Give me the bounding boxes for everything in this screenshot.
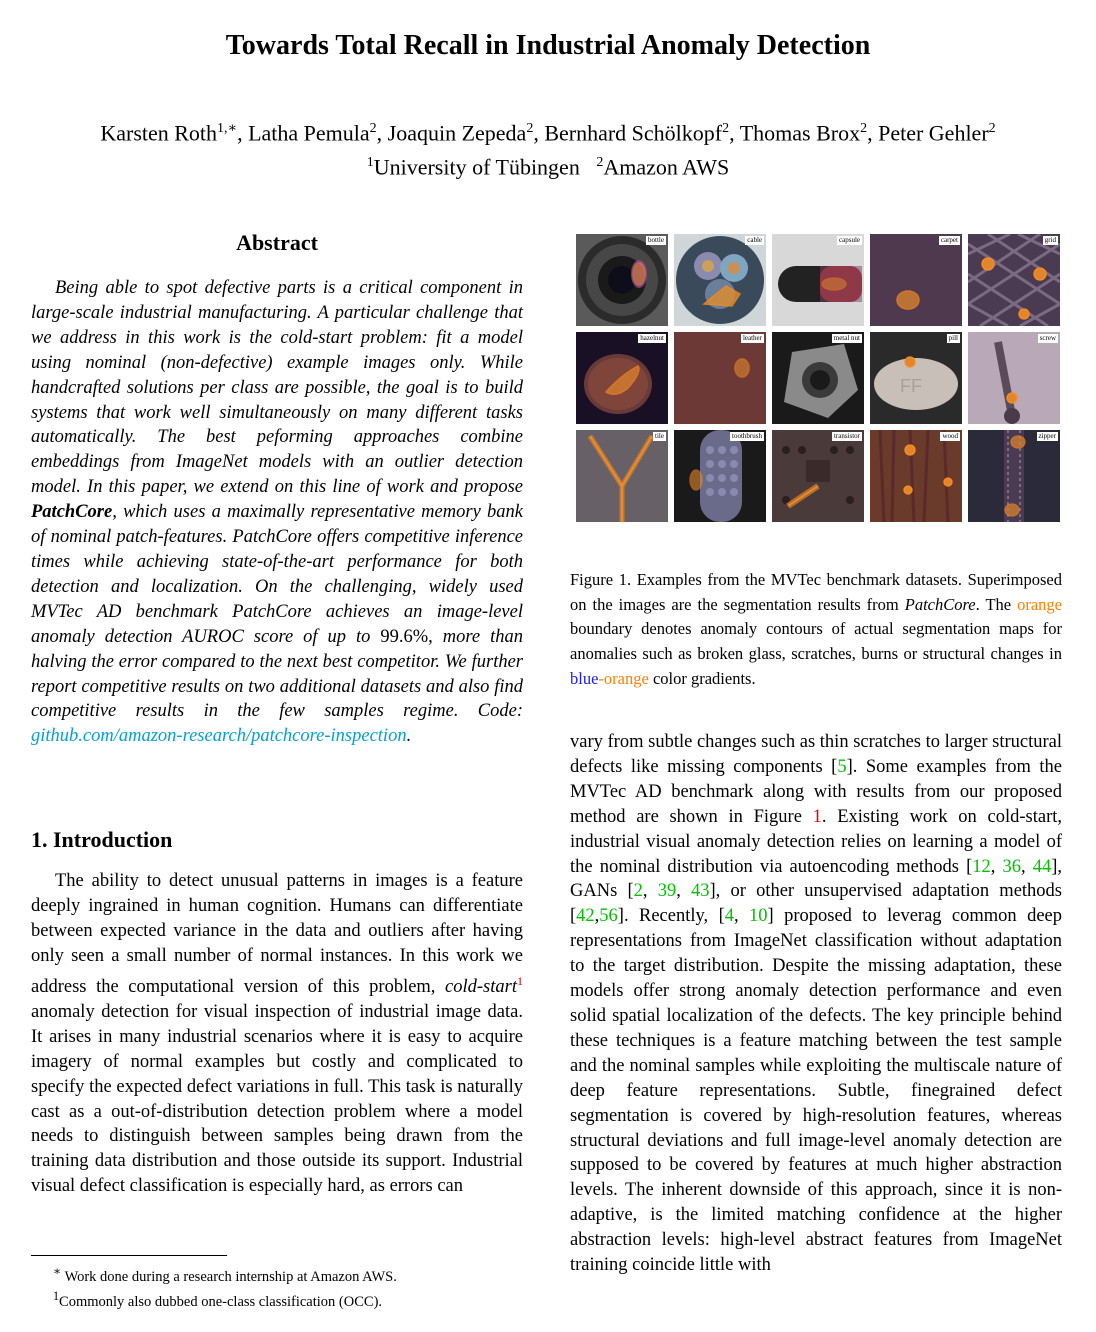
citation-link[interactable]: 5	[837, 756, 847, 777]
tile-transistor	[772, 430, 864, 522]
tile-screw	[968, 332, 1060, 424]
tile-bottle	[576, 234, 668, 326]
footnote-2	[31, 1287, 531, 1312]
tile-label: leather	[742, 334, 762, 342]
intro-paragraph	[31, 869, 523, 1199]
affiliation: Amazon AWS	[603, 154, 730, 180]
author-sup: 2	[369, 121, 377, 136]
leather-image	[674, 332, 766, 424]
author-names	[0, 114, 1096, 148]
author-name: , Peter Gehler	[867, 120, 989, 146]
caption-text: Figure 1. Examples from the MVTec benchmark datasets. Superimposed on the images are the segmentation results from	[570, 570, 1062, 614]
zipper-image	[968, 430, 1060, 522]
tile-label: wood	[942, 432, 958, 440]
body-text: ], GANs [	[570, 856, 1063, 902]
author-name: , Bernhard Schölkopf	[533, 120, 723, 146]
carpet-image	[870, 234, 962, 326]
right-column-body	[570, 730, 1062, 1278]
citation-link[interactable]: 10	[749, 906, 768, 927]
body-text: ] proposed to leverag common deep representations from ImageNet classification without adaptation to the target distribution. Despite the missing adaptation, these models offer strong anomaly detection performance and even solid spatial localization of the defects. The key principle behind these techniques is a feature matching between the test sample and the nominal samples while exploiting the multiscale nature of deep feature representations. Subtle, finegrained defect segmentation is covered by high-resolution features, whereas structural deviations and full image-level anomaly detection are supposed to be covered by features at much higher abstraction levels. The inherent downside of this approach, since it is non-adaptive, is the limited matching confidence at the higher abstraction levels: high-level abstract features from ImageNet training coincide little with	[570, 906, 1062, 1276]
transistor-image	[772, 430, 864, 522]
tile-image	[576, 430, 668, 522]
citation-link[interactable]: 2	[633, 881, 643, 902]
caption-text: color gradients.	[648, 668, 756, 688]
footnote-mark: ∗	[53, 1264, 62, 1278]
author-name: , Thomas Brox	[729, 120, 861, 146]
intro-heading: 1. Introduction	[31, 827, 173, 853]
tile-label: capsule	[839, 236, 860, 244]
abstract-heading: Abstract	[236, 230, 318, 255]
citation-link[interactable]: 36	[1002, 856, 1021, 877]
intro-text: anomaly detection for visual inspection of industrial image data. It arises in many industrial scenarios where it is easy to acquire imagery of normal examples but costly and complicated to specify the expected defect variations in full. This task is naturally cast as a out-of-distribution detection problem where a model needs to distinguish between samples being drawn from the training data distribution and those outside its support. Industrial visual defect classification is especially hard, as errors can	[31, 1001, 523, 1197]
tile-label: bottle	[648, 236, 664, 244]
tile-label: transistor	[833, 432, 860, 440]
tile-label: metal nut	[833, 334, 860, 342]
tile-grid	[968, 234, 1060, 326]
citation-link[interactable]: 44	[1032, 856, 1052, 877]
footnotes	[31, 1262, 531, 1312]
tile-toothbrush	[674, 430, 766, 522]
paper-title: Towards Total Recall in Industrial Anomaly Detection	[225, 30, 871, 61]
metal-nut-image	[772, 332, 864, 424]
cold-start-emph: cold-start	[445, 977, 517, 997]
body-text: . Existing work on cold-start, industrial visual anomaly detection relies on learning a model of the nominal distribution via autoencoding methods [	[570, 806, 1062, 877]
author-name: Karsten Roth	[100, 120, 218, 146]
abstract-part: , which uses a maximally representative memory bank of nominal patch-features. PatchCore offers competitive inference times while achieving state-of-the-art performance for both detection and localization. On the challenging, widely used MVTec AD benchmark PatchCore achieves an image-level anomaly detection AUROC score of up to	[31, 502, 523, 647]
tile-capsule	[772, 234, 864, 326]
right-paragraph: vary from subtle changes such as thin scratches to larger structural defects like missing components [5]. Some examples from the MVTec AD benchmark along with results from our proposed method are shown in Figure 1. Existing work on cold-start, industrial visual anomaly detection relies on learning a model of the nominal distribution via autoencoding methods [12, 36, 44], GANs [2, 39, 43], or other unsupervised adaptation methods [42,56]. Recently, [4, 10] proposed to leverag common deep representations from ImageNet classification without adaptation to the target distribution. Despite the missing adaptation, these models offer strong anomaly detection performance and even solid spatial localization of the defects. The key principle behind these techniques is a feature matching between the test sample and the nominal samples while exploiting the multiscale nature of deep feature representations. Subtle, finegrained defect segmentation is covered by high-resolution features, whereas structural deviations and full image-level anomaly detection are supposed to be covered by features at much higher abstraction levels. The inherent downside of this approach, since it is non-adaptive, is the limited matching confidence at the higher abstraction levels: high-level abstract features from ImageNet training coincide little with	[570, 732, 1063, 1276]
affiliation-sup: 1	[366, 155, 374, 171]
author-name: , Latha Pemula	[237, 120, 370, 146]
footnote-text: Work done during a research internship at Amazon AWS.	[61, 1268, 397, 1285]
bottle-image	[576, 234, 668, 326]
body-text: ]. Recently, [	[617, 906, 725, 927]
figure-1-grid	[576, 234, 1060, 524]
hazelnut-image	[576, 332, 668, 424]
citation-link[interactable]: 56	[599, 906, 618, 927]
tile-zipper	[968, 430, 1060, 522]
figure-ref-link[interactable]: 1	[812, 806, 822, 827]
tile-label: tile	[655, 432, 664, 440]
auroc-score: 99.6%	[380, 626, 429, 647]
citation-link[interactable]: 39	[657, 881, 677, 902]
intro-text: The ability to detect unusual patterns in images is a feature deeply ingrained in human cognition. Humans can differentiate between expected variance in the data and outliers after having only seen a small number of normal instances. In this work we address the computational version of this problem,	[31, 871, 523, 997]
capsule-image	[772, 234, 864, 326]
tile-label: pill	[948, 334, 958, 342]
tile-label: screw	[1039, 334, 1056, 342]
footnote-divider	[31, 1255, 227, 1256]
footnote-mark: 1	[53, 1288, 60, 1303]
footnote-link[interactable]: 1	[517, 973, 523, 988]
author-block	[0, 114, 1096, 183]
citation-link[interactable]: 42	[576, 906, 595, 927]
tile-hazelnut	[576, 332, 668, 424]
tile-metal-nut	[772, 332, 864, 424]
abstract-text	[31, 276, 523, 749]
screw-image	[968, 332, 1060, 424]
left-column	[31, 226, 523, 1199]
citation-link[interactable]: 43	[691, 881, 710, 902]
body-text: ]. Some examples from the MVTec AD benchmark along with results from our proposed method are shown in Figure	[570, 756, 1062, 827]
grid-image	[968, 234, 1060, 326]
tile-label: cable	[747, 236, 762, 244]
tile-carpet	[870, 234, 962, 326]
abstract-part: .	[406, 726, 412, 747]
tile-wood	[870, 430, 962, 522]
author-name: , Joaquin Zepeda	[376, 120, 527, 146]
code-link[interactable]: github.com/amazon-research/patchcore-inspection	[31, 726, 407, 747]
tile-tile	[576, 430, 668, 522]
abstract-part: , more than halving the error compared to the next best competitor. We further report competitive results on two additional datasets and also find competitive results in the few samples regime. Code:	[31, 626, 523, 722]
author-sup: 2	[860, 121, 868, 136]
abstract-part: Being able to spot defective parts is a critical component in large-scale industrial manufacturing. A particular challenge that we address in this work is the cold-start problem: fit a model using nominal (non-defective) example images only. While handcrafted solutions per class are possible, the goal is to build systems that work well simultaneously on many different tasks automatically. The best peforming approaches combine embeddings from ImageNet models with an outlier detection model. In this paper, we extend on this line of work and propose	[31, 278, 523, 498]
affiliation-sup: 2	[596, 155, 604, 171]
affiliation: University of Tübingen	[373, 154, 580, 180]
body-text: ], or other unsupervised adaptation methods [	[570, 881, 1062, 927]
caption-text: boundary denotes anomaly contours of actual segmentation maps for anomalies such as broken glass, scratches, burns or structural changes in	[570, 619, 1062, 664]
patchcore-emph: PatchCore	[31, 502, 113, 523]
citation-link[interactable]: 4	[724, 906, 734, 927]
tile-pill	[870, 332, 962, 424]
author-sup: 2	[988, 121, 996, 136]
figure-1-caption	[570, 568, 1062, 692]
pill-image	[870, 332, 962, 424]
footnote-1	[31, 1262, 531, 1287]
wood-image	[870, 430, 962, 522]
tile-label: toothbrush	[732, 432, 762, 440]
caption-orange-word: orange	[603, 668, 649, 688]
author-sup: 2	[526, 121, 534, 136]
tile-label: hazelnut	[640, 334, 664, 342]
footnote-text: Commonly also dubbed one-class classification (OCC).	[59, 1293, 383, 1310]
author-sup: 2	[722, 121, 730, 136]
caption-orange-word: orange	[1017, 594, 1062, 614]
caption-dash: -	[598, 668, 604, 688]
caption-text: . The	[975, 594, 1018, 614]
cable-image	[674, 234, 766, 326]
toothbrush-image	[674, 430, 766, 522]
affiliations	[0, 148, 1096, 182]
tile-leather	[674, 332, 766, 424]
citation-link[interactable]: 12	[972, 856, 991, 877]
author-sup: 1,∗	[217, 121, 238, 136]
tile-label: zipper	[1038, 432, 1056, 440]
tile-cable	[674, 234, 766, 326]
caption-patchcore: PatchCore	[904, 594, 976, 614]
body-text: vary from subtle changes such as thin scratches to larger structural defects like missing components [	[570, 732, 1062, 777]
tile-label: grid	[1044, 236, 1056, 244]
tile-label: carpet	[940, 236, 958, 244]
caption-blue-word: blue	[570, 668, 599, 688]
svg-text:FF: FF	[900, 376, 922, 396]
